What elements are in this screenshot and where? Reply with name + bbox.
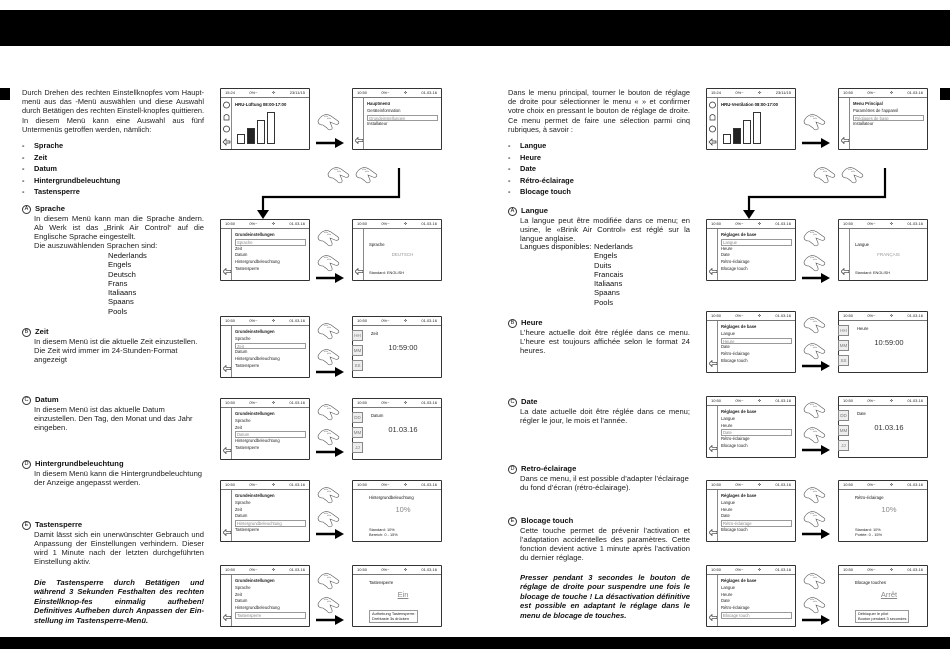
section-blocage: E Blocage touch Cette touche permet de prévenir l’activation et l’adaptation accidentelles des paramètres. Cette fonction devient active 1 minute après l’activation du dernier réglage. bbox=[508, 516, 690, 562]
section-datum: C Datum In diesem Menü ist das aktuelle Datum einzustellen. Den Tag, den Monat und das Jahr eingeben. bbox=[22, 395, 204, 432]
intro-text-de: Durch Drehen des rechten Einstellknopfes vom Haupt-menü aus das -Menü auswählen und diese Auswahl durch Betätigen des rechten Einstell-knopfes quittieren. In diesem Menü kann eine Auswahl aus fünf Untermenüs getroffen werden, nämlich: bbox=[22, 88, 204, 134]
arrow-right-icon bbox=[316, 615, 344, 625]
menu-screen-datum-de: 10:50 0%~ ✣ 01.03.16 Grundeinstellungen Sprache Zeit Datum Hintergrundbeleuchtung Tastensperre bbox=[220, 398, 310, 460]
hand-rotate-icon bbox=[318, 512, 339, 527]
hand-rotate-icon bbox=[804, 231, 825, 246]
arrow-right-icon bbox=[316, 138, 344, 148]
arrow-right-icon bbox=[802, 445, 830, 455]
menu-screen-tastensperre-de: 10:50 0%~ ✣ 01.03.16 Grundeinstellungen Sprache Zeit Datum Hintergrundbeleuchtung Tastensperre bbox=[220, 565, 310, 627]
arrow-right-icon bbox=[802, 361, 830, 371]
menu-screen-sprache-de: 10:50 0%~ ✣ 01.03.16 Grundeinstellungen Sprache Zeit Datum Hintergrundbeleuchtung Tastensperre bbox=[220, 219, 310, 281]
language-list-de: Nederlands Engels Deutsch Frans Italiaans Spaans Pools bbox=[108, 251, 147, 316]
hand-rotate-icon bbox=[804, 256, 825, 271]
menu-screen-langue-fr: 10:50 0%~ ✣ 01.03.16 Réglages de base Langue Heure Date Rétro-éclairage Blocage touch bbox=[706, 219, 796, 281]
hand-rotate-icon bbox=[804, 488, 825, 503]
main-menu-screen-fr: 10:50 0%~ ✣ 01.03.16 Menu Principal Paramètres de l'appareil Réglages de base Installateur bbox=[838, 88, 928, 150]
arrow-right-icon bbox=[802, 273, 830, 283]
detail-screen-tastensperre-de: 10:50 0%~ ✣ 01.03.16 Tastensperre Ein Aufhebung Tastensperre: Drehtaste 3s drücken bbox=[352, 565, 442, 627]
menu-screen-zeit-de: 10:50 0%~ ✣ 01.03.16 Grundeinstellungen Sprache Zeit Datum Hintergrundbeleuchtung Tastensperre bbox=[220, 316, 310, 378]
hand-rotate-icon bbox=[318, 231, 339, 246]
arrow-right-icon bbox=[316, 529, 344, 539]
detail-screen-datum-de: 10:50 0%~ ✣ 01.03.16 DD MM JJ Datum 01.03.16 bbox=[352, 398, 442, 460]
bullet-list-fr: - Langue - Heure - Date - Rétro-éclairage - Blocage touch bbox=[508, 140, 574, 198]
intro-text-fr: Dans le menu principal, tourner le bouton de réglage de droite pour sélectionner le menu « » et confirmer votre choix en pressant le bouton de réglage de droite. Ce menu permet de faire une sélection parmi cinq rubriques, à savoir : bbox=[508, 88, 690, 134]
hand-rotate-icon bbox=[804, 115, 825, 130]
section-tastensperre: E Tastensperre Damit lässt sich ein unerwünschter Gebrauch und Anpassung der Einstellungen verhindern. Dieser wird 1 Minute nach der letzten durchgeführten Einstellung aktiv. bbox=[22, 520, 204, 566]
bullet-item: - Zeit bbox=[22, 152, 120, 164]
hand-rotate-icon bbox=[814, 168, 835, 183]
hand-rotate-icon bbox=[804, 344, 825, 359]
detail-screen-langue-fr: 10:50 0%~ ✣ 01.03.16 Langue FRANÇAIS Standard: ENGLISH bbox=[838, 219, 928, 281]
hand-rotate-icon bbox=[318, 574, 339, 589]
hand-press-icon bbox=[842, 168, 863, 183]
hand-rotate-icon bbox=[804, 512, 825, 527]
section-letter: A bbox=[22, 205, 31, 214]
detail-screen-date-fr: 10:50 0%~ ✣ 01.03.16 DD MM JJ Date 01.03.16 bbox=[838, 396, 928, 458]
section-hintergrund: D Hintergrundbeleuchtung In diesem Menü kann die Hintergrundbeleuchtung der Anzeige angepasst werden. bbox=[22, 459, 204, 487]
section-heure: B Heure L’heure actuelle doit être réglée dans ce menu. L’heure est toujours affichée selon le format 24 heures. bbox=[508, 318, 690, 355]
hand-rotate-icon bbox=[804, 574, 825, 589]
bullet-item: - Sprache bbox=[22, 140, 120, 152]
section-date: C Date La date actuelle doit être réglée dans ce menu; régler le jour, le mois et l’année. bbox=[508, 397, 690, 425]
hand-rotate-icon bbox=[804, 318, 825, 333]
hand-rotate-icon bbox=[804, 428, 825, 443]
language-list-fr: Nederlands Engels Duits Francais Italiaans Spaans Pools bbox=[594, 242, 633, 307]
menu-screen-blocage-fr: 10:50 0%~ ✣ 01.03.16 Réglages de base Langue Heure Date Rétro-éclairage Blocage touch bbox=[706, 565, 796, 627]
detail-screen-heure-fr: 10:50 0%~ ✣ 01.03.16 HH MM SS Heure 10:59:00 bbox=[838, 311, 928, 373]
hand-rotate-icon bbox=[318, 598, 339, 613]
hand-rotate-icon bbox=[804, 598, 825, 613]
detail-screen-hintergrund-de: 10:50 0%~ ✣ 01.03.16 Hintergrundbeleuchtung 10% Standard: 10% Bereich: 0 - 15% bbox=[352, 480, 442, 542]
langs-label-fr: Langues disponibles: bbox=[520, 242, 592, 251]
bullet-item: - Tastensperre bbox=[22, 186, 120, 198]
home-screen-fr: 15:24 0%~ ✣ 23/11/15 HRU-Ventilation 08:00-17:00 bbox=[706, 88, 796, 150]
hand-rotate-icon bbox=[318, 115, 339, 130]
bullet-item: - Hintergrundbeleuchtung bbox=[22, 175, 120, 187]
menu-screen-heure-fr: 10:50 0%~ ✣ 01.03.16 Réglages de base Langue Heure Date Rétro-éclairage Blocage touch bbox=[706, 311, 796, 373]
hand-rotate-icon bbox=[328, 168, 349, 183]
hand-rotate-icon bbox=[318, 256, 339, 271]
hand-rotate-icon bbox=[318, 350, 339, 365]
arrow-right-icon bbox=[316, 367, 344, 377]
footer-bar bbox=[0, 637, 950, 649]
menu-screen-hintergrund-de: 10:50 0%~ ✣ 01.03.16 Grundeinstellungen Sprache Zeit Datum Hintergrundbeleuchtung Tastensperre bbox=[220, 480, 310, 542]
section-retro: D Retro-éclairage Dans ce menu, il est possible d’adapter l’éclairage du fond d’écran (rétro-éclairage). bbox=[508, 464, 690, 492]
section-title: Sprache bbox=[35, 204, 65, 213]
home-title: HRU-Lüftung 08:00-17:00 bbox=[235, 102, 287, 107]
home-screen-de: 15:24 0%~ ✣ 23/11/15 HRU-Lüftung 08:00-17:00 bbox=[220, 88, 310, 150]
arrow-right-icon bbox=[802, 138, 830, 148]
menu-screen-date-fr: 10:50 0%~ ✣ 01.03.16 Réglages de base Langue Heure Date Rétro-éclairage Blocage touch bbox=[706, 396, 796, 458]
detail-screen-zeit-de: 10:50 0%~ ✣ 01.03.16 HH MM SS Zeit 10:59:00 bbox=[352, 316, 442, 378]
main-menu-screen-de: 10:50 0%~ ✣ 01.03.16 Hauptmenü Geräteinformation Grundeinstellungen Installateur bbox=[352, 88, 442, 150]
langs-label: Die auszuwählenden Sprachen sind: bbox=[34, 241, 158, 251]
warning-text-fr: Presser pendant 3 secondes le bouton de réglage de droite pour suspendre une fois le blocage de touche ! La désactivation définitive est possible en adaptant le réglage dans le menu de blocage de touches. bbox=[520, 573, 690, 620]
section-body: In diesem Menü kann man die Sprache ändern. Ab Werk ist das „Brink Air Control“ auf die Englische Sprache eingestellt. bbox=[34, 213, 204, 241]
menu-screen-retro-fr: 10:50 0%~ ✣ 01.03.16 Réglages de base Langue Heure Date Rétro-éclairage Blocage touch bbox=[706, 480, 796, 542]
hand-press-icon bbox=[356, 168, 377, 183]
hand-rotate-icon bbox=[318, 488, 339, 503]
bullet-item: - Datum bbox=[22, 163, 120, 175]
hand-rotate-icon bbox=[318, 405, 339, 420]
arrow-right-icon bbox=[316, 447, 344, 457]
section-zeit: B Zeit In diesem Menü ist die aktuelle Zeit einzustellen. Die Zeit wird immer im 24-Stunden-Format angezeigt bbox=[22, 327, 206, 364]
hand-rotate-icon bbox=[318, 324, 339, 339]
detail-screen-sprache-de: 10:50 0%~ ✣ 01.03.16 Sprache DEUTSCH Standard: ENGLISH bbox=[352, 219, 442, 281]
arrow-right-icon bbox=[802, 615, 830, 625]
section-langue: A Langue La langue peut être modifiée dans ce menu; en usine, le «Brink Air Control» est réglé sur la langue anglaise. bbox=[508, 206, 690, 243]
detail-screen-retro-fr: 10:50 0%~ ✣ 01.03.16 Rétro-éclairage 10% Standard: 10% Portée: 0 - 15% bbox=[838, 480, 928, 542]
hand-rotate-icon bbox=[804, 403, 825, 418]
arrow-right-icon bbox=[802, 529, 830, 539]
warning-text-de: Die Tastensperre durch Betätigen und während 3 Sekunden Festhalten des rechten Einstellknop-fes einmalig aufheben! Definitives Aufheben durch Anpassen der Ein-stellung im Tastensperre-Menü. bbox=[34, 578, 204, 625]
arrow-right-icon bbox=[316, 273, 344, 283]
detail-screen-blocage-fr: 10:50 0%~ ✣ 01.03.16 Blocage touches Arrêt Débloquer le pilot Bouton pendant 3 secondes bbox=[838, 565, 928, 627]
hand-rotate-icon bbox=[318, 430, 339, 445]
